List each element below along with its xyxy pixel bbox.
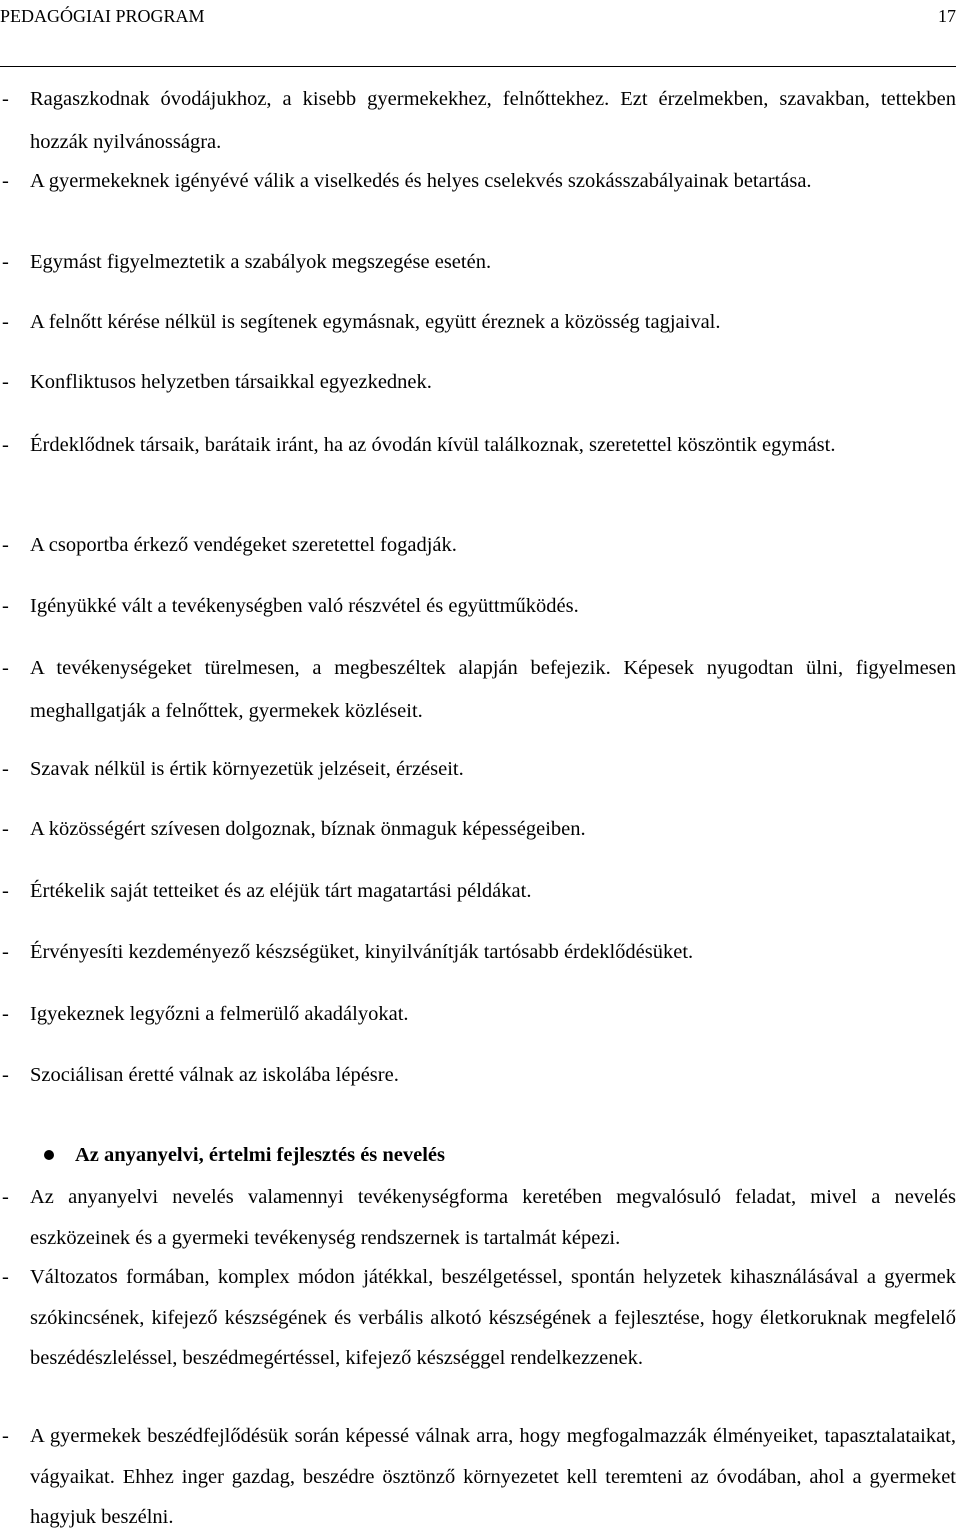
- header-title: PEDAGÓGIAI PROGRAM: [0, 6, 205, 26]
- list-item: - Igényükké vált a tevékenységben való részvétel és együttműködés.: [30, 585, 956, 628]
- section-heading: Az anyanyelvi, értelmi fejlesztés és nevelés: [75, 1144, 446, 1166]
- list-item: - A csoportba érkező vendégeket szeretettel fogadják.: [30, 524, 956, 567]
- list-item: - A tevékenységeket türelmesen, a megbeszéltek alapján befejezik. Képesek nyugodtan ülni, figyelmesen meghallgatják a felnőttek, gyermekek közléseit.: [30, 647, 956, 733]
- list-item: - A felnőtt kérése nélkül is segítenek egymásnak, együtt éreznek a közösség tagjaival.: [30, 301, 956, 344]
- header-rule: [0, 66, 956, 67]
- list-item: - Ragaszkodnak óvodájukhoz, a kisebb gyermekekhez, felnőttekhez. Ezt érzelmekben, szavakban, tettekben hozzák nyilvánosságra.: [30, 78, 956, 164]
- list-item: - Szociálisan éretté válnak az iskolába lépésre.: [30, 1054, 956, 1097]
- page-number: 17: [938, 6, 956, 26]
- list-item: - Egymást figyelmeztetik a szabályok megszegése esetén.: [30, 241, 956, 284]
- list-item: - A gyermekek beszédfejlődésük során képessé válnak arra, hogy megfogalmazzák élményeiket, tapasztalataikat, vágyaikat. Ehhez inger gazdag, beszédre ösztönző környezetet kell teremteni az óvodában, ahol a gyermeket hagyjuk beszélni.: [30, 1416, 956, 1538]
- list-item: - A közösségért szívesen dolgoznak, bíznak önmaguk képességeiben.: [30, 808, 956, 851]
- list-item: - Szavak nélkül is értik környezetük jelzéseit, érzéseit.: [30, 748, 956, 791]
- list-item: - Konfliktusos helyzetben társaikkal egyezkednek.: [30, 361, 956, 404]
- list-item: - A gyermekeknek igényévé válik a viselkedés és helyes cselekvés szokásszabályainak betartása.: [30, 160, 956, 203]
- list-item: - Érdeklődnek társaik, barátaik iránt, ha az óvodán kívül találkoznak, szeretettel köszöntik egymást.: [30, 424, 956, 467]
- bullet-icon: [44, 1150, 54, 1160]
- list-item: - Az anyanyelvi nevelés valamennyi tevékenységforma keretében megvalósuló feladat, mivel a nevelés eszközeinek és a gyermeki tevékenység rendszernek is tartalmát képezi.: [30, 1177, 956, 1258]
- list-item: - Igyekeznek legyőzni a felmerülő akadályokat.: [30, 993, 956, 1036]
- list-item: - Változatos formában, komplex módon játékkal, beszélgetéssel, spontán helyzetek kihasználásával a gyermek szókincsének, kifejező készségének és verbális alkotó készségének a fejlesztése, hogy életkoruknak megfelelő beszédészleléssel, beszédmegértéssel, kifejező készséggel rendelkezzenek.: [30, 1257, 956, 1379]
- page-header: [0, 4, 956, 28]
- list-item: - Érvényesíti kezdeményező készségüket, kinyilvánítják tartósabb érdeklődésüket.: [30, 931, 956, 974]
- list-item: - Értékelik saját tetteiket és az eléjük tárt magatartási példákat.: [30, 870, 956, 913]
